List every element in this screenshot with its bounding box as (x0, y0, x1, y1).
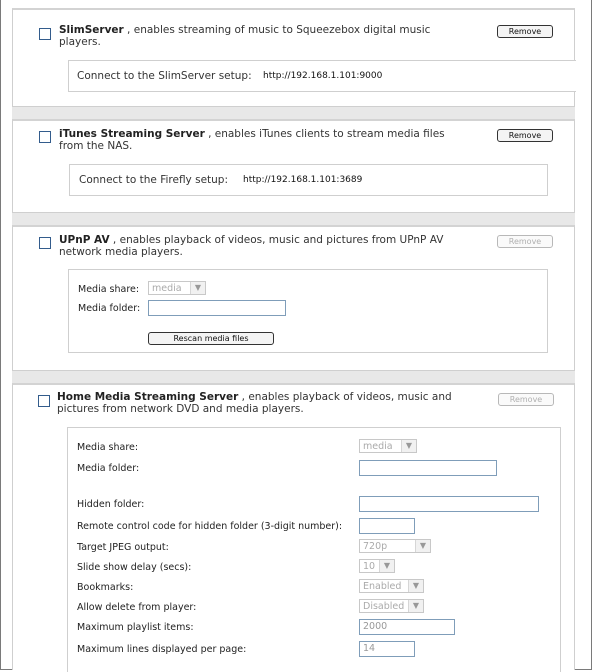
chevron-down-icon: ▼ (190, 282, 205, 294)
upnp-media-share-value: media (152, 283, 182, 294)
separator (12, 213, 575, 225)
hm-slide-value: 10 (363, 561, 376, 572)
upnp-media-folder-label: Media folder: (78, 303, 141, 314)
home-media-remove-button[interactable]: Remove (498, 393, 554, 406)
hm-jpeg-select[interactable] (359, 539, 431, 553)
hm-media-folder-input[interactable] (359, 460, 497, 476)
hm-hidden-folder-input[interactable] (359, 496, 539, 512)
upnp-settings-box (68, 269, 548, 353)
home-media-settings-box (67, 427, 561, 672)
hm-max-lines-input[interactable]: 14 (359, 641, 415, 657)
upnp-desc-line2: network media players. (59, 246, 183, 258)
itunes-name: iTunes Streaming Server (59, 128, 205, 140)
hm-media-share-label: Media share: (77, 442, 139, 453)
rescan-media-button[interactable]: Rescan media files (148, 332, 274, 345)
hm-max-lines-label: Maximum lines displayed per page: (77, 644, 247, 655)
hm-max-playlist-input[interactable]: 2000 (359, 619, 455, 635)
separator (12, 371, 575, 383)
chevron-down-icon: ▼ (408, 600, 423, 612)
itunes-checkbox[interactable] (39, 131, 51, 143)
home-media-panel (12, 383, 575, 670)
chevron-down-icon: ▼ (401, 440, 416, 452)
itunes-connect-url[interactable]: http://192.168.1.101:3689 (243, 175, 363, 185)
chevron-down-icon: ▼ (408, 580, 423, 592)
hm-slide-select[interactable] (359, 559, 395, 573)
slimserver-connect-label: Connect to the SlimServer setup: (77, 70, 252, 82)
hm-jpeg-label: Target JPEG output: (77, 542, 169, 553)
hm-media-share-select[interactable] (359, 439, 417, 453)
slimserver-remove-button[interactable]: Remove (497, 25, 553, 38)
upnp-media-share-label: Media share: (78, 284, 140, 295)
itunes-description (59, 128, 459, 152)
itunes-desc-line1: , enables iTunes clients to stream media files (204, 128, 445, 140)
hm-bookmarks-label: Bookmarks: (77, 582, 134, 593)
upnp-checkbox[interactable] (39, 237, 51, 249)
slimserver-name: SlimServer (59, 24, 124, 36)
chevron-down-icon: ▼ (379, 560, 394, 572)
upnp-media-share-select[interactable] (148, 281, 206, 295)
hm-max-playlist-label: Maximum playlist items: (77, 622, 194, 633)
hm-slide-label: Slide show delay (secs): (77, 562, 192, 573)
upnp-media-folder-input[interactable] (148, 300, 286, 316)
home-media-name: Home Media Streaming Server (57, 391, 239, 403)
slimserver-desc-line2: players. (59, 36, 101, 48)
hm-remote-code-label: Remote control code for hidden folder (3-digit number): (77, 521, 343, 532)
upnp-desc-line1: , enables playback of videos, music and pictures from UPnP AV (109, 234, 444, 246)
upnp-name: UPnP AV (59, 234, 110, 246)
slimserver-desc-line1: , enables streaming of music to Squeezebox digital music (123, 24, 431, 36)
separator (12, 107, 575, 119)
hm-remote-code-input[interactable] (359, 518, 415, 534)
slimserver-connect-box (68, 60, 576, 92)
hm-allow-delete-value: Disabled (363, 601, 405, 612)
slimserver-description (59, 24, 459, 48)
home-media-desc-line1: , enables playback of videos, music and (238, 391, 452, 403)
hm-media-folder-label: Media folder: (77, 463, 140, 474)
upnp-description (59, 234, 459, 258)
itunes-panel (12, 119, 575, 213)
hm-media-share-value: media (363, 441, 393, 452)
itunes-desc-line2: from the NAS. (59, 140, 133, 152)
upnp-remove-button[interactable]: Remove (497, 235, 553, 248)
hm-allow-delete-select[interactable] (359, 599, 424, 613)
home-media-description (57, 391, 477, 415)
slimserver-connect-url[interactable]: http://192.168.1.101:9000 (263, 71, 383, 81)
chevron-down-icon: ▼ (415, 540, 430, 552)
home-media-checkbox[interactable] (38, 395, 50, 407)
itunes-connect-box (69, 164, 548, 196)
slimserver-panel (12, 8, 575, 107)
hm-bookmarks-value: Enabled (363, 581, 402, 592)
slimserver-checkbox[interactable] (39, 28, 51, 40)
hm-jpeg-value: 720p (363, 541, 388, 552)
itunes-remove-button[interactable]: Remove (497, 129, 553, 142)
itunes-connect-label: Connect to the Firefly setup: (79, 174, 229, 186)
hm-hidden-folder-label: Hidden folder: (77, 499, 145, 510)
upnp-panel (12, 225, 575, 371)
hm-bookmarks-select[interactable] (359, 579, 424, 593)
home-media-desc-line2: pictures from network DVD and media players. (57, 403, 304, 415)
hm-allow-delete-label: Allow delete from player: (77, 602, 197, 613)
